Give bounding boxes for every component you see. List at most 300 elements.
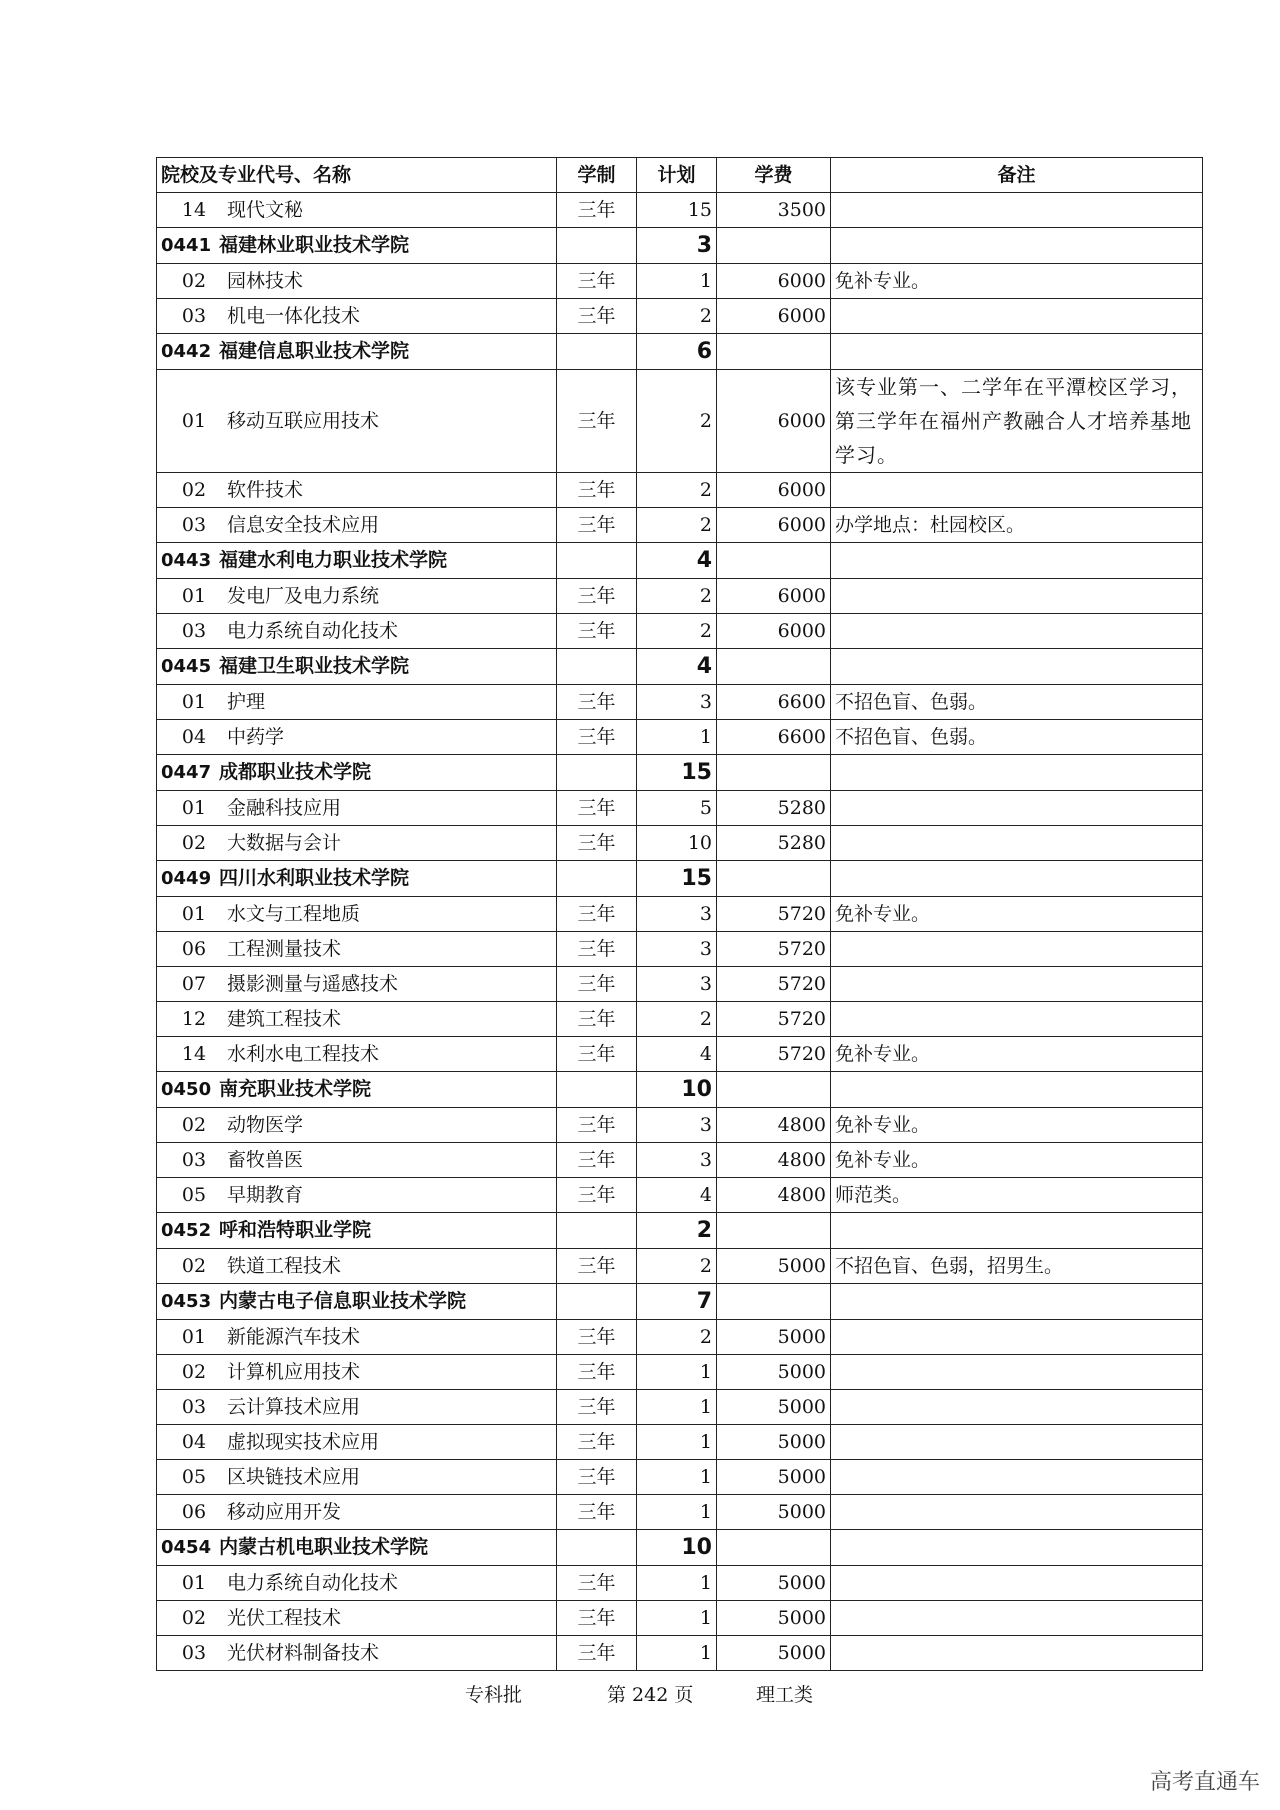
major-name: 软件技术 (227, 479, 304, 501)
fee-cell (717, 1530, 831, 1566)
note-cell (831, 473, 1203, 508)
plan-cell: 3 (637, 1108, 717, 1143)
footer-page-number: 第 242 页 (607, 1684, 694, 1706)
fee-cell (717, 861, 831, 897)
major-name-cell (157, 508, 557, 543)
table-body (157, 193, 1203, 1671)
school-plan-total: 15 (637, 861, 717, 897)
fee-cell: 6000 (717, 370, 831, 473)
length-cell: 三年 (557, 1425, 637, 1460)
note-cell (831, 193, 1203, 228)
fee-cell: 6600 (717, 685, 831, 720)
plan-cell: 1 (637, 1566, 717, 1601)
school-code: 0452 (161, 1220, 212, 1241)
length-cell: 三年 (557, 264, 637, 299)
school-plan-total: 3 (637, 228, 717, 264)
note-cell (831, 334, 1203, 370)
major-code: 05 (181, 1184, 207, 1206)
major-code: 04 (181, 726, 207, 748)
plan-cell: 3 (637, 967, 717, 1002)
fee-cell: 5280 (717, 791, 831, 826)
length-cell: 三年 (557, 1601, 637, 1636)
major-name-cell (157, 1249, 557, 1284)
length-cell (557, 755, 637, 791)
school-code: 0447 (161, 762, 212, 783)
plan-cell: 3 (637, 897, 717, 932)
length-cell (557, 543, 637, 579)
major-name: 电力系统自动化技术 (227, 1572, 399, 1594)
major-row (157, 614, 1203, 649)
note-cell (831, 1601, 1203, 1636)
length-cell: 三年 (557, 1566, 637, 1601)
major-code: 02 (181, 832, 207, 854)
school-code: 0445 (161, 656, 212, 677)
plan-cell: 3 (637, 1143, 717, 1178)
plan-cell: 1 (637, 1636, 717, 1671)
note-cell (831, 614, 1203, 649)
note-cell (831, 1636, 1203, 1671)
note-cell (831, 543, 1203, 579)
fee-cell (717, 228, 831, 264)
length-cell: 三年 (557, 299, 637, 334)
fee-cell: 6600 (717, 720, 831, 755)
fee-cell: 5720 (717, 967, 831, 1002)
note-cell: 免补专业。 (831, 897, 1203, 932)
major-code: 06 (181, 938, 207, 960)
major-row (157, 1108, 1203, 1143)
major-code: 02 (181, 1114, 207, 1136)
plan-cell: 2 (637, 1249, 717, 1284)
fee-cell: 5720 (717, 1037, 831, 1072)
school-name: 福建林业职业技术学院 (219, 234, 410, 256)
length-cell: 三年 (557, 1037, 637, 1072)
fee-cell (717, 649, 831, 685)
fee-cell: 5000 (717, 1636, 831, 1671)
length-cell: 三年 (557, 720, 637, 755)
major-name-cell (157, 1390, 557, 1425)
fee-cell (717, 1213, 831, 1249)
major-name-cell (157, 1178, 557, 1213)
fee-cell: 5000 (717, 1425, 831, 1460)
note-cell (831, 1495, 1203, 1530)
major-code: 02 (181, 270, 207, 292)
footer-category: 理工类 (756, 1684, 814, 1706)
note-cell: 免补专业。 (831, 1037, 1203, 1072)
major-row (157, 932, 1203, 967)
length-cell: 三年 (557, 791, 637, 826)
major-name: 新能源汽车技术 (227, 1326, 361, 1348)
major-code: 03 (181, 514, 207, 536)
length-cell: 三年 (557, 1143, 637, 1178)
header-note: 备注 (831, 158, 1203, 193)
major-name: 大数据与会计 (227, 832, 342, 854)
major-name: 电力系统自动化技术 (227, 620, 399, 642)
major-name-cell (157, 932, 557, 967)
fee-cell (717, 1284, 831, 1320)
major-name-cell (157, 1566, 557, 1601)
school-row (157, 1530, 1203, 1566)
header-plan: 计划 (637, 158, 717, 193)
major-name-cell (157, 473, 557, 508)
school-name-cell (157, 1213, 557, 1249)
fee-cell: 6000 (717, 264, 831, 299)
fee-cell: 4800 (717, 1108, 831, 1143)
fee-cell: 5720 (717, 897, 831, 932)
major-name-cell (157, 1495, 557, 1530)
fee-cell: 5000 (717, 1355, 831, 1390)
fee-cell: 5000 (717, 1460, 831, 1495)
major-name-cell (157, 1601, 557, 1636)
major-name: 信息安全技术应用 (227, 514, 380, 536)
note-cell (831, 1284, 1203, 1320)
school-name-cell (157, 1284, 557, 1320)
major-row (157, 264, 1203, 299)
length-cell: 三年 (557, 193, 637, 228)
table-header-row (157, 158, 1203, 193)
school-code: 0453 (161, 1291, 212, 1312)
note-cell (831, 967, 1203, 1002)
plan-cell: 1 (637, 1460, 717, 1495)
school-plan-total: 4 (637, 543, 717, 579)
school-row (157, 649, 1203, 685)
major-row (157, 508, 1203, 543)
major-name-cell (157, 1143, 557, 1178)
major-name-cell (157, 1108, 557, 1143)
note-cell: 不招色盲、色弱。 (831, 720, 1203, 755)
major-row (157, 579, 1203, 614)
plan-cell: 2 (637, 1320, 717, 1355)
note-cell (831, 826, 1203, 861)
major-row (157, 897, 1203, 932)
fee-cell: 6000 (717, 614, 831, 649)
note-cell (831, 579, 1203, 614)
major-name: 园林技术 (227, 270, 304, 292)
major-name-cell (157, 579, 557, 614)
major-row (157, 1636, 1203, 1671)
length-cell: 三年 (557, 1495, 637, 1530)
major-row (157, 685, 1203, 720)
major-code: 01 (181, 691, 207, 713)
school-name-cell (157, 543, 557, 579)
length-cell: 三年 (557, 1636, 637, 1671)
school-plan-total: 2 (637, 1213, 717, 1249)
school-name: 福建信息职业技术学院 (219, 340, 410, 362)
major-name-cell (157, 720, 557, 755)
school-name: 内蒙古机电职业技术学院 (219, 1536, 429, 1558)
school-name: 南充职业技术学院 (219, 1078, 372, 1100)
school-name: 四川水利职业技术学院 (219, 867, 410, 889)
fee-cell: 5720 (717, 1002, 831, 1037)
major-row (157, 1143, 1203, 1178)
length-cell: 三年 (557, 1390, 637, 1425)
major-name: 计算机应用技术 (227, 1361, 361, 1383)
note-cell (831, 299, 1203, 334)
major-name-cell (157, 1355, 557, 1390)
major-name-cell (157, 1320, 557, 1355)
length-cell: 三年 (557, 1108, 637, 1143)
major-code: 03 (181, 305, 207, 327)
plan-cell: 2 (637, 370, 717, 473)
major-name-cell (157, 299, 557, 334)
school-name: 呼和浩特职业学院 (219, 1219, 372, 1241)
major-row (157, 967, 1203, 1002)
major-name-cell (157, 614, 557, 649)
length-cell (557, 1213, 637, 1249)
note-cell (831, 1002, 1203, 1037)
major-name-cell (157, 897, 557, 932)
major-row (157, 370, 1203, 473)
fee-cell: 5000 (717, 1320, 831, 1355)
length-cell (557, 649, 637, 685)
major-code: 14 (181, 1043, 207, 1065)
fee-cell: 6000 (717, 299, 831, 334)
school-name-cell (157, 755, 557, 791)
major-name-cell (157, 791, 557, 826)
major-row (157, 1355, 1203, 1390)
school-name-cell (157, 649, 557, 685)
school-plan-total: 7 (637, 1284, 717, 1320)
fee-cell: 3500 (717, 193, 831, 228)
plan-cell: 1 (637, 1355, 717, 1390)
length-cell (557, 228, 637, 264)
note-cell: 免补专业。 (831, 1143, 1203, 1178)
fee-cell: 6000 (717, 473, 831, 508)
plan-cell: 10 (637, 826, 717, 861)
length-cell (557, 334, 637, 370)
major-code: 14 (181, 199, 207, 221)
fee-cell: 5000 (717, 1601, 831, 1636)
enrollment-plan-table (156, 157, 1203, 1671)
plan-cell: 15 (637, 193, 717, 228)
header-fee: 学费 (717, 158, 831, 193)
length-cell: 三年 (557, 473, 637, 508)
major-code: 03 (181, 1149, 207, 1171)
major-row (157, 1178, 1203, 1213)
major-row (157, 1249, 1203, 1284)
fee-cell: 5000 (717, 1495, 831, 1530)
length-cell: 三年 (557, 1002, 637, 1037)
fee-cell: 5000 (717, 1390, 831, 1425)
length-cell: 三年 (557, 579, 637, 614)
school-row (157, 334, 1203, 370)
school-row (157, 1213, 1203, 1249)
major-name-cell (157, 193, 557, 228)
length-cell: 三年 (557, 1320, 637, 1355)
school-plan-total: 10 (637, 1530, 717, 1566)
length-cell: 三年 (557, 508, 637, 543)
school-plan-total: 6 (637, 334, 717, 370)
major-name: 动物医学 (227, 1114, 304, 1136)
major-name-cell (157, 685, 557, 720)
school-code: 0443 (161, 550, 212, 571)
note-cell: 师范类。 (831, 1178, 1203, 1213)
plan-cell: 5 (637, 791, 717, 826)
major-row (157, 193, 1203, 228)
major-name-cell (157, 370, 557, 473)
major-code: 12 (181, 1008, 207, 1030)
length-cell: 三年 (557, 1460, 637, 1495)
plan-cell: 3 (637, 932, 717, 967)
major-name: 光伏材料制备技术 (227, 1642, 380, 1664)
plan-cell: 3 (637, 685, 717, 720)
school-name-cell (157, 228, 557, 264)
note-cell (831, 932, 1203, 967)
fee-cell (717, 755, 831, 791)
plan-cell: 4 (637, 1178, 717, 1213)
major-name-cell (157, 967, 557, 1002)
major-name: 摄影测量与遥感技术 (227, 973, 399, 995)
plan-cell: 2 (637, 508, 717, 543)
major-code: 02 (181, 479, 207, 501)
major-name-cell (157, 264, 557, 299)
school-row (157, 861, 1203, 897)
major-name-cell (157, 1002, 557, 1037)
note-cell: 不招色盲、色弱，招男生。 (831, 1249, 1203, 1284)
school-code: 0449 (161, 868, 212, 889)
fee-cell: 5000 (717, 1566, 831, 1601)
major-name: 水利水电工程技术 (227, 1043, 380, 1065)
note-cell (831, 1530, 1203, 1566)
note-cell (831, 1390, 1203, 1425)
major-row (157, 473, 1203, 508)
major-name: 虚拟现实技术应用 (227, 1431, 380, 1453)
school-code: 0454 (161, 1537, 212, 1558)
fee-cell: 6000 (717, 508, 831, 543)
major-code: 04 (181, 1431, 207, 1453)
note-cell (831, 1355, 1203, 1390)
note-cell (831, 1072, 1203, 1108)
note-cell: 不招色盲、色弱。 (831, 685, 1203, 720)
length-cell: 三年 (557, 614, 637, 649)
length-cell: 三年 (557, 1178, 637, 1213)
major-name: 水文与工程地质 (227, 903, 361, 925)
major-name: 护理 (227, 691, 266, 713)
major-name: 区块链技术应用 (227, 1466, 361, 1488)
length-cell: 三年 (557, 1355, 637, 1390)
major-row (157, 1320, 1203, 1355)
fee-cell: 5000 (717, 1249, 831, 1284)
note-cell (831, 228, 1203, 264)
length-cell (557, 1530, 637, 1566)
watermark-text: 高考直通车 (1149, 1770, 1260, 1795)
length-cell: 三年 (557, 826, 637, 861)
major-code: 01 (181, 1572, 207, 1594)
major-row (157, 1601, 1203, 1636)
school-name: 内蒙古电子信息职业技术学院 (219, 1290, 467, 1312)
major-name-cell (157, 1037, 557, 1072)
major-name: 发电厂及电力系统 (227, 585, 380, 607)
plan-cell: 2 (637, 473, 717, 508)
major-name-cell (157, 1636, 557, 1671)
school-plan-total: 4 (637, 649, 717, 685)
school-code: 0450 (161, 1079, 212, 1100)
school-plan-total: 15 (637, 755, 717, 791)
major-code: 01 (181, 585, 207, 607)
major-row (157, 1460, 1203, 1495)
length-cell (557, 1284, 637, 1320)
length-cell: 三年 (557, 370, 637, 473)
major-name: 早期教育 (227, 1184, 304, 1206)
major-code: 03 (181, 1642, 207, 1664)
major-name: 光伏工程技术 (227, 1607, 342, 1629)
plan-cell: 1 (637, 1425, 717, 1460)
major-row (157, 826, 1203, 861)
major-name: 机电一体化技术 (227, 305, 361, 327)
major-code: 03 (181, 620, 207, 642)
fee-cell: 6000 (717, 579, 831, 614)
note-cell (831, 861, 1203, 897)
fee-cell: 5720 (717, 932, 831, 967)
fee-cell (717, 543, 831, 579)
plan-cell: 1 (637, 720, 717, 755)
school-name: 成都职业技术学院 (219, 761, 372, 783)
school-row (157, 755, 1203, 791)
plan-cell: 4 (637, 1037, 717, 1072)
major-row (157, 720, 1203, 755)
header-name: 院校及专业代号、名称 (157, 158, 557, 193)
major-code: 01 (181, 410, 207, 432)
footer-batch: 专科批 (465, 1684, 523, 1706)
plan-cell: 1 (637, 1601, 717, 1636)
major-code: 01 (181, 1326, 207, 1348)
length-cell (557, 861, 637, 897)
major-name: 现代文秘 (227, 199, 304, 221)
school-name: 福建卫生职业技术学院 (219, 655, 410, 677)
major-code: 02 (181, 1361, 207, 1383)
note-cell (831, 755, 1203, 791)
header-length: 学制 (557, 158, 637, 193)
major-name: 云计算技术应用 (227, 1396, 361, 1418)
length-cell: 三年 (557, 967, 637, 1002)
school-row (157, 543, 1203, 579)
major-row (157, 1390, 1203, 1425)
fee-cell: 5280 (717, 826, 831, 861)
school-name-cell (157, 1530, 557, 1566)
major-code: 01 (181, 903, 207, 925)
fee-cell: 4800 (717, 1178, 831, 1213)
major-row (157, 1495, 1203, 1530)
fee-cell (717, 334, 831, 370)
school-name-cell (157, 334, 557, 370)
fee-cell: 4800 (717, 1143, 831, 1178)
major-row (157, 1425, 1203, 1460)
major-name: 中药学 (227, 726, 285, 748)
major-code: 02 (181, 1255, 207, 1277)
major-name: 畜牧兽医 (227, 1149, 304, 1171)
note-cell (831, 1425, 1203, 1460)
school-code: 0441 (161, 235, 212, 256)
major-name: 建筑工程技术 (227, 1008, 342, 1030)
major-row (157, 1002, 1203, 1037)
major-code: 07 (181, 973, 207, 995)
major-code: 06 (181, 1501, 207, 1523)
plan-cell: 1 (637, 264, 717, 299)
plan-cell: 2 (637, 579, 717, 614)
length-cell: 三年 (557, 685, 637, 720)
school-row (157, 1284, 1203, 1320)
major-row (157, 1037, 1203, 1072)
major-row (157, 791, 1203, 826)
school-plan-total: 10 (637, 1072, 717, 1108)
major-name-cell (157, 1425, 557, 1460)
plan-cell: 2 (637, 1002, 717, 1037)
length-cell: 三年 (557, 932, 637, 967)
major-name: 工程测量技术 (227, 938, 342, 960)
note-cell: 免补专业。 (831, 264, 1203, 299)
major-code: 05 (181, 1466, 207, 1488)
length-cell: 三年 (557, 897, 637, 932)
school-row (157, 228, 1203, 264)
